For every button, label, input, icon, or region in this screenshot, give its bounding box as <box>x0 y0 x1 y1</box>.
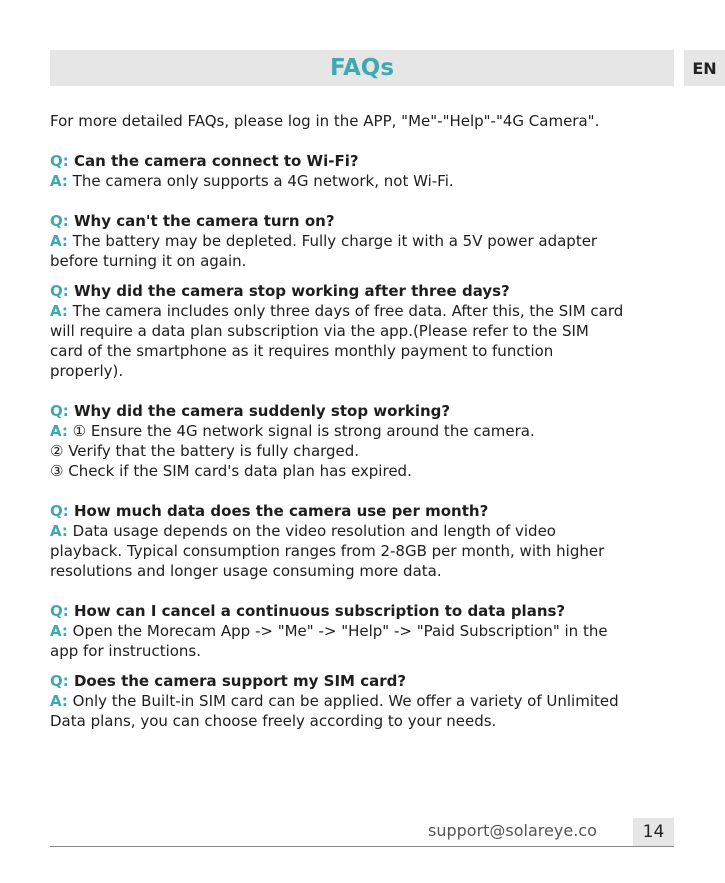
faq-item <box>50 671 685 731</box>
question-label: Q: <box>50 402 69 420</box>
faq-answer: A: The camera only supports a 4G network, not Wi-Fi. <box>50 172 454 190</box>
question-label: Q: <box>50 282 69 300</box>
faq-item <box>50 401 685 481</box>
faq-answer: A: The battery may be depleted. Fully charge it with a 5V power adapter before turning it on again. <box>50 232 598 270</box>
answer-label: A: <box>50 232 68 250</box>
question-label: Q: <box>50 212 69 230</box>
question-label: Q: <box>50 602 69 620</box>
title-bar <box>50 50 674 86</box>
answer-label: A: <box>50 302 68 320</box>
faq-item <box>50 211 685 271</box>
faq-question: Q: Why did the camera suddenly stop working? <box>50 402 451 420</box>
faq-item <box>50 151 685 191</box>
footer-divider <box>50 846 674 847</box>
faq-answer: A: Data usage depends on the video resolution and length of video playback. Typical consumption ranges from 2-8GB per month, with higher resolutions and longer usage consuming more data. <box>50 522 605 580</box>
intro-text: For more detailed FAQs, please log in the APP, "Me"-"Help"-"4G Camera". <box>50 112 600 130</box>
faq-question: Q: Why can't the camera turn on? <box>50 212 335 230</box>
answer-label: A: <box>50 422 68 440</box>
page-number: 14 <box>633 818 674 846</box>
support-email: support@solareye.co <box>428 821 597 840</box>
faq-answer: A: Open the Morecam App -> "Me" -> "Help" -> "Paid Subscription" in the app for instructions. <box>50 622 608 660</box>
faq-item <box>50 501 685 581</box>
answer-label: A: <box>50 692 68 710</box>
faq-item <box>50 281 685 381</box>
page-title: FAQs <box>329 55 395 81</box>
faq-item <box>50 601 685 661</box>
question-label: Q: <box>50 152 69 170</box>
faq-answer: A: Only the Built-in SIM card can be applied. We offer a variety of Unlimited Data plans, you can choose freely according to your needs. <box>50 692 619 730</box>
answer-label: A: <box>50 172 68 190</box>
faq-question: Q: Can the camera connect to Wi-Fi? <box>50 152 359 170</box>
faq-answer: A: The camera includes only three days of free data. After this, the SIM card will require a data plan subscription via the app.(Please refer to the SIM card of the smartphone as it requires monthly payment to function properly). <box>50 302 624 380</box>
answer-label: A: <box>50 522 68 540</box>
question-label: Q: <box>50 672 69 690</box>
answer-label: A: <box>50 622 68 640</box>
faq-question: Q: How much data does the camera use per month? <box>50 502 489 520</box>
faq-question: Q: How can I cancel a continuous subscription to data plans? <box>50 602 566 620</box>
language-tab: EN <box>684 50 725 86</box>
faq-question: Q: Does the camera support my SIM card? <box>50 672 407 690</box>
faq-content <box>50 111 685 751</box>
question-label: Q: <box>50 502 69 520</box>
faq-answer: A: ① Ensure the 4G network signal is strong around the camera. ② Verify that the battery is fully charged. ③ Check if the SIM card's data plan has expired. <box>50 422 535 480</box>
faq-question: Q: Why did the camera stop working after three days? <box>50 282 510 300</box>
